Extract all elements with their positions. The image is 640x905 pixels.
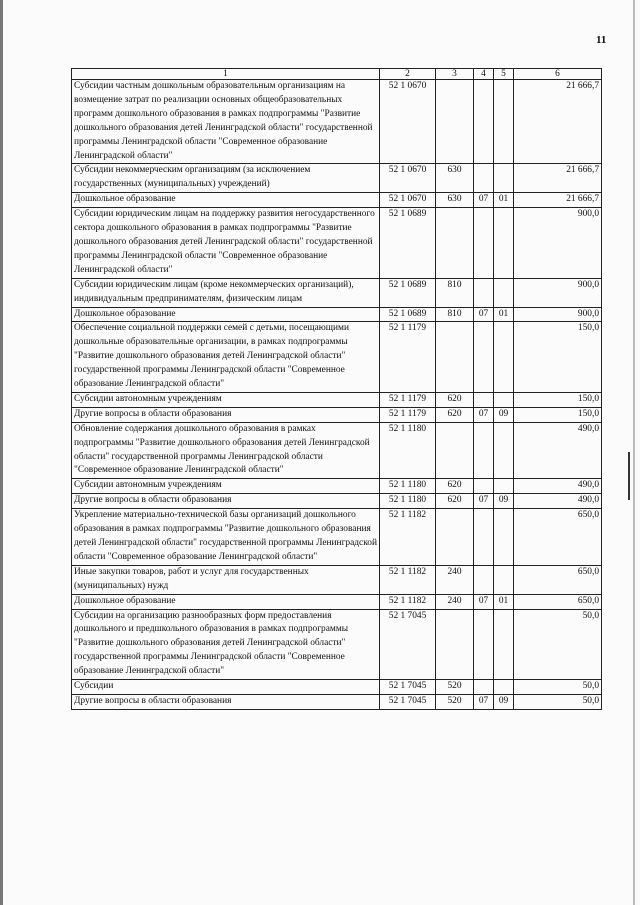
row-name-cell: Дошкольное образование — [72, 594, 380, 609]
row-subsection-cell — [494, 164, 514, 193]
scan-edge-left — [0, 0, 3, 905]
row-expense-type-cell: 620 — [436, 392, 474, 407]
row-amount-cell: 490,0 — [514, 422, 602, 479]
row-code-cell: 52 1 0670 — [380, 193, 436, 208]
row-expense-type-cell: 630 — [436, 164, 474, 193]
budget-table — [71, 68, 602, 710]
row-expense-type-cell: 630 — [436, 193, 474, 208]
table-header-row — [72, 69, 602, 80]
header-col-4: 4 — [474, 69, 494, 80]
row-subsection-cell — [494, 208, 514, 279]
row-code-cell: 52 1 7045 — [380, 609, 436, 680]
row-expense-type-cell — [436, 80, 474, 164]
row-amount-cell: 900,0 — [514, 208, 602, 279]
row-section-cell: 07 — [474, 594, 494, 609]
row-subsection-cell: 01 — [494, 594, 514, 609]
row-expense-type-cell: 520 — [436, 680, 474, 695]
row-name-cell: Субсидии на организацию разнообразных форм предоставления дошкольного и предшкольного образования в рамках подпрограммы "Развитие дошкольного образования детей Ленинградской области" государственной программы Ленинградской области "Современное образование Ленинградской области" — [72, 609, 380, 680]
row-name-cell: Субсидии юридическим лицам (кроме некоммерческих организаций), индивидуальным предпринимателям, физическим лицам — [72, 278, 380, 307]
table-body — [72, 80, 602, 710]
row-amount-cell: 150,0 — [514, 322, 602, 393]
row-section-cell: 07 — [474, 193, 494, 208]
row-name-cell: Обеспечение социальной поддержки семей с детьми, посещающими дошкольные образовательные организации, в рамках подпрограммы "Развитие дошкольного образования детей Ленинградской области" государственной программы Ленинградской области "Современное образование Ленинградской области" — [72, 322, 380, 393]
row-section-cell — [474, 164, 494, 193]
row-section-cell: 07 — [474, 494, 494, 509]
row-code-cell: 52 1 1180 — [380, 422, 436, 479]
row-name-cell: Другие вопросы в области образования — [72, 694, 380, 709]
row-section-cell — [474, 509, 494, 566]
row-amount-cell: 21 666,7 — [514, 193, 602, 208]
header-col-6: 6 — [514, 69, 602, 80]
row-subsection-cell: 09 — [494, 407, 514, 422]
table-row — [72, 565, 602, 594]
row-subsection-cell — [494, 565, 514, 594]
table-row — [72, 208, 602, 279]
row-subsection-cell: 01 — [494, 193, 514, 208]
row-subsection-cell — [494, 479, 514, 494]
row-amount-cell: 50,0 — [514, 680, 602, 695]
table-row — [72, 407, 602, 422]
row-amount-cell: 650,0 — [514, 594, 602, 609]
row-name-cell: Субсидии частным дошкольным образовательным организациям на возмещение затрат по реализации основных общеобразовательных программ дошкольного образования в рамках подпрограммы "Развитие дошкольного образования детей Ленинградской области" государственной программы Ленинградской области "Современное образование Ленинградской области" — [72, 80, 380, 164]
row-code-cell: 52 1 1182 — [380, 509, 436, 566]
row-name-cell: Субсидии автономным учреждениям — [72, 479, 380, 494]
row-amount-cell: 650,0 — [514, 509, 602, 566]
row-expense-type-cell: 810 — [436, 278, 474, 307]
row-subsection-cell — [494, 422, 514, 479]
table-row — [72, 494, 602, 509]
row-name-cell: Другие вопросы в области образования — [72, 407, 380, 422]
row-subsection-cell: 09 — [494, 494, 514, 509]
row-name-cell: Обновление содержания дошкольного образования в рамках подпрограммы "Развитие дошкольного образования детей Ленинградской области" государственной программы Ленинградской области "Современное образование Ленинградской области" — [72, 422, 380, 479]
row-name-cell: Субсидии — [72, 680, 380, 695]
scan-edge-right — [633, 0, 635, 905]
row-expense-type-cell: 240 — [436, 594, 474, 609]
row-name-cell: Укрепление материально-технической базы организаций дошкольного образования в рамках подпрограммы "Развитие дошкольного образования детей Ленинградской области" государственной программы Ленинградской области "Современное образование Ленинградской области" — [72, 509, 380, 566]
row-section-cell — [474, 479, 494, 494]
table-row — [72, 307, 602, 322]
row-code-cell: 52 1 0689 — [380, 307, 436, 322]
table-row — [72, 164, 602, 193]
table-row — [72, 680, 602, 695]
header-col-1: 1 — [72, 69, 380, 80]
row-code-cell: 52 1 0689 — [380, 278, 436, 307]
row-subsection-cell — [494, 392, 514, 407]
row-section-cell — [474, 392, 494, 407]
row-amount-cell: 900,0 — [514, 307, 602, 322]
row-expense-type-cell — [436, 509, 474, 566]
row-amount-cell: 50,0 — [514, 609, 602, 680]
row-section-cell — [474, 80, 494, 164]
row-amount-cell: 50,0 — [514, 694, 602, 709]
row-name-cell: Субсидии автономным учреждениям — [72, 392, 380, 407]
row-code-cell: 52 1 1180 — [380, 479, 436, 494]
row-expense-type-cell — [436, 422, 474, 479]
table-row — [72, 694, 602, 709]
row-section-cell — [474, 422, 494, 479]
row-expense-type-cell: 620 — [436, 407, 474, 422]
row-expense-type-cell: 810 — [436, 307, 474, 322]
row-section-cell — [474, 680, 494, 695]
row-code-cell: 52 1 0670 — [380, 80, 436, 164]
row-expense-type-cell — [436, 322, 474, 393]
row-code-cell: 52 1 1179 — [380, 407, 436, 422]
row-section-cell — [474, 609, 494, 680]
row-subsection-cell — [494, 278, 514, 307]
row-name-cell: Другие вопросы в области образования — [72, 494, 380, 509]
row-name-cell: Дошкольное образование — [72, 193, 380, 208]
row-amount-cell: 490,0 — [514, 494, 602, 509]
row-expense-type-cell: 520 — [436, 694, 474, 709]
row-subsection-cell — [494, 609, 514, 680]
page-number: 11 — [596, 34, 607, 46]
row-section-cell: 07 — [474, 407, 494, 422]
row-section-cell: 07 — [474, 694, 494, 709]
row-name-cell: Иные закупки товаров, работ и услуг для государственных (муниципальных) нужд — [72, 565, 380, 594]
row-amount-cell: 650,0 — [514, 565, 602, 594]
row-code-cell: 52 1 7045 — [380, 680, 436, 695]
row-name-cell: Субсидии некоммерческим организациям (за исключением государственных (муниципальных) учреждений) — [72, 164, 380, 193]
row-subsection-cell: 09 — [494, 694, 514, 709]
header-col-5: 5 — [494, 69, 514, 80]
row-expense-type-cell: 240 — [436, 565, 474, 594]
row-code-cell: 52 1 0689 — [380, 208, 436, 279]
row-amount-cell: 150,0 — [514, 392, 602, 407]
row-expense-type-cell — [436, 208, 474, 279]
row-expense-type-cell — [436, 609, 474, 680]
row-code-cell: 52 1 1182 — [380, 594, 436, 609]
row-subsection-cell — [494, 680, 514, 695]
row-name-cell: Дошкольное образование — [72, 307, 380, 322]
table-row — [72, 479, 602, 494]
table-row — [72, 322, 602, 393]
row-code-cell: 52 1 7045 — [380, 694, 436, 709]
row-amount-cell: 900,0 — [514, 278, 602, 307]
row-amount-cell: 150,0 — [514, 407, 602, 422]
row-code-cell: 52 1 1180 — [380, 494, 436, 509]
table-row — [72, 392, 602, 407]
row-subsection-cell — [494, 509, 514, 566]
header-col-3: 3 — [436, 69, 474, 80]
header-col-2: 2 — [380, 69, 436, 80]
row-subsection-cell — [494, 322, 514, 393]
row-section-cell — [474, 208, 494, 279]
row-code-cell: 52 1 1182 — [380, 565, 436, 594]
table-row — [72, 422, 602, 479]
row-amount-cell: 21 666,7 — [514, 80, 602, 164]
row-name-cell: Субсидии юридическим лицам на поддержку развития негосударственного сектора дошкольного образования в рамках подпрограммы "Развитие дошкольного образования детей Ленинградской области" государственной программы Ленинградской области "Современное образование Ленинградской области" — [72, 208, 380, 279]
row-subsection-cell — [494, 80, 514, 164]
row-code-cell: 52 1 1179 — [380, 322, 436, 393]
row-amount-cell: 490,0 — [514, 479, 602, 494]
table-row — [72, 509, 602, 566]
table-row — [72, 80, 602, 164]
row-section-cell: 07 — [474, 307, 494, 322]
table-row — [72, 609, 602, 680]
row-code-cell: 52 1 1179 — [380, 392, 436, 407]
row-expense-type-cell: 620 — [436, 494, 474, 509]
row-subsection-cell: 01 — [494, 307, 514, 322]
table-row — [72, 594, 602, 609]
row-section-cell — [474, 278, 494, 307]
margin-mark — [628, 452, 630, 500]
row-expense-type-cell: 620 — [436, 479, 474, 494]
table-row — [72, 278, 602, 307]
row-amount-cell: 21 666,7 — [514, 164, 602, 193]
row-code-cell: 52 1 0670 — [380, 164, 436, 193]
row-section-cell — [474, 565, 494, 594]
row-section-cell — [474, 322, 494, 393]
table-row — [72, 193, 602, 208]
